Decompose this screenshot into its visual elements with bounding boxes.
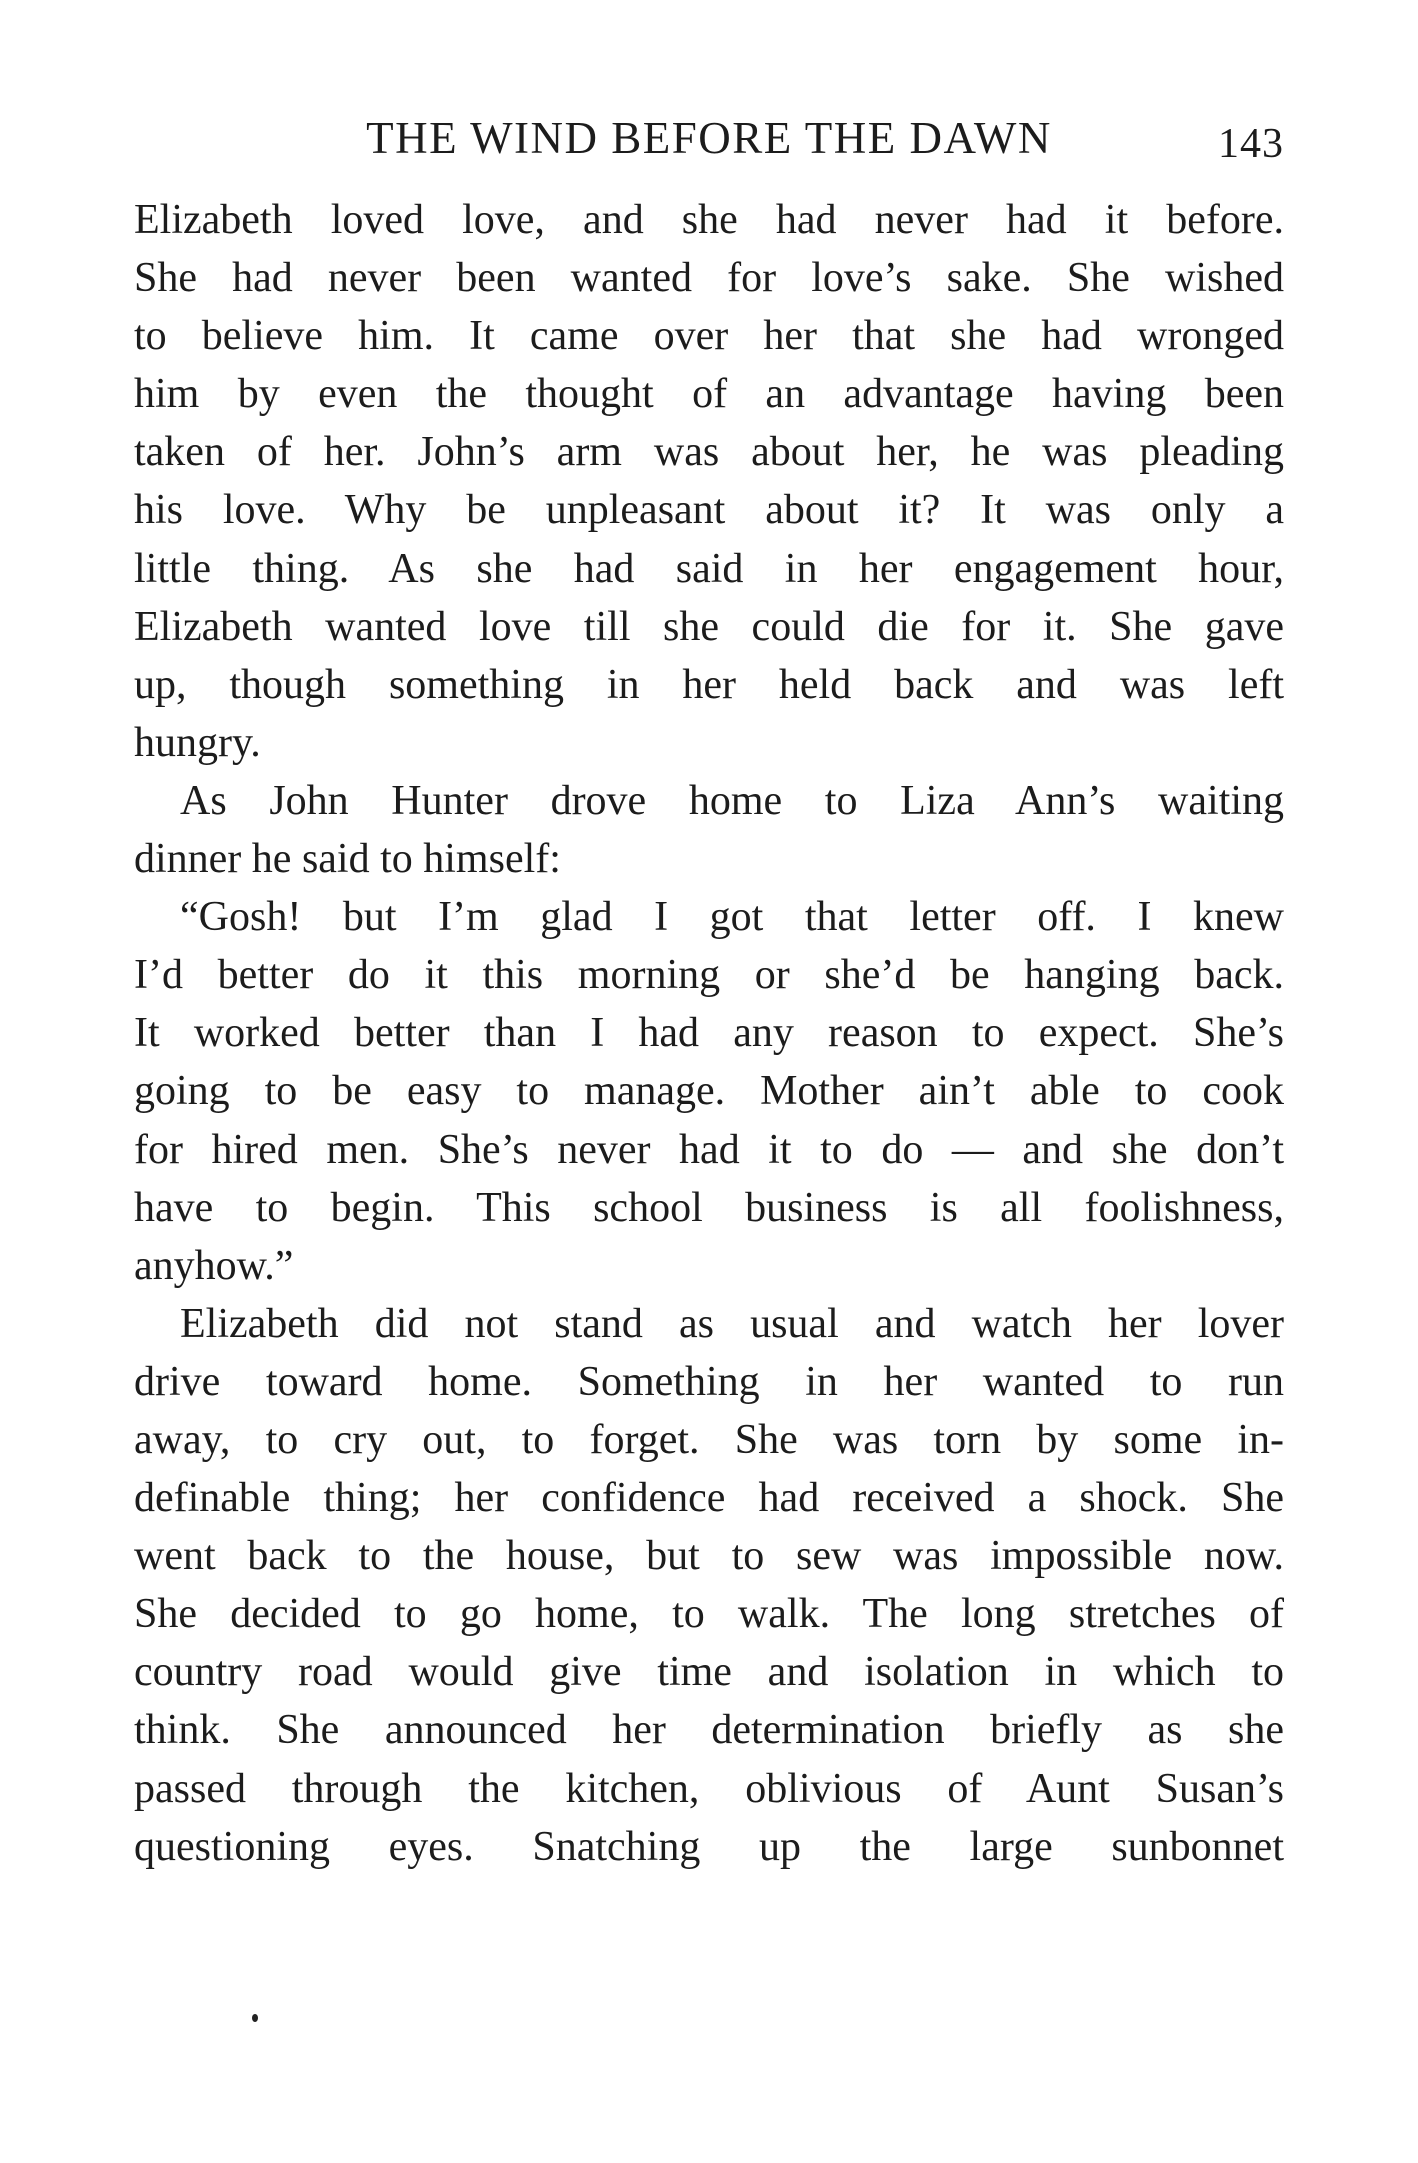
text-line: for hired men. She’s never had it to do — and she don’t [134,1126,1284,1173]
text-line: passed through the kitchen, oblivious of Aunt Susan’s [134,1765,1284,1812]
text-line: to believe him. It came over her that she had wronged [134,313,1284,360]
page-number: 143 [1218,121,1284,167]
text-line: went back to the house, but to sew was impossible now. [134,1533,1284,1580]
text-line: definable thing; her confidence had received a shock. She [134,1475,1284,1522]
text-line: his love. Why be unpleasant about it? It was only a [134,487,1284,534]
text-line: dinner he said to himself: [134,836,561,883]
text-line: Elizabeth loved love, and she had never had it before. [134,197,1284,243]
text-line: She decided to go home, to walk. The long stretches of [134,1591,1284,1638]
text-line: “Gosh! but I’m glad I got that letter off. I knew [180,894,1284,941]
text-line: little thing. As she had said in her engagement hour, [134,545,1284,592]
text-line: going to be easy to manage. Mother ain’t able to cook [134,1068,1284,1115]
text-line: up, though something in her held back and was left [134,661,1284,708]
text-line: I’d better do it this morning or she’d be hanging back. [134,952,1284,999]
body-text [134,191,1284,1876]
text-line: It worked better than I had any reason to expect. She’s [134,1010,1284,1057]
text-line: country road would give time and isolation in which to [134,1649,1284,1696]
text-line: She had never been wanted for love’s sake. She wished [134,255,1284,302]
running-head [134,108,1284,168]
text-line: hungry. [134,719,261,766]
text-line: him by even the thought of an advantage having been [134,371,1284,418]
text-line: As John Hunter drove home to Liza Ann’s waiting [180,777,1284,824]
text-line: drive toward home. Something in her wanted to run [134,1358,1284,1405]
text-line: have to begin. This school business is all foolishness, [134,1184,1284,1231]
text-line: think. She announced her determination briefly as she [134,1707,1284,1754]
text-line: Elizabeth did not stand as usual and watch her lover [180,1300,1284,1347]
text-line: anyhow.” [134,1242,294,1289]
text-line: taken of her. John’s arm was about her, he was pleading [134,429,1284,476]
running-title: THE WIND BEFORE THE DAWN [366,113,1052,163]
text-line: away, to cry out, to forget. She was torn by some in- [134,1416,1284,1463]
print-speck [252,2014,258,2022]
text-line: Elizabeth wanted love till she could die for it. She gave [134,603,1284,650]
text-line: questioning eyes. Snatching up the large sunbonnet [134,1823,1284,1870]
